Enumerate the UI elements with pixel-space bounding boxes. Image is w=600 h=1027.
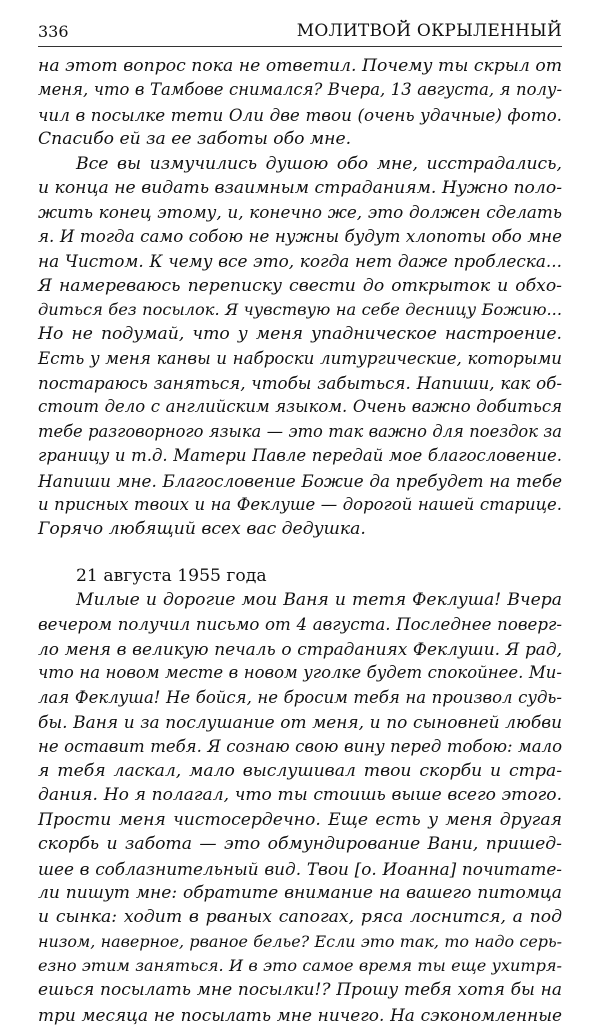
text-line: езно этим заняться. И в это самое время ты еще ухитря- <box>38 956 562 976</box>
text-line: и присных твоих и на Феклуше — дорогой нашей старице. <box>38 495 562 515</box>
text-line: Напиши мне. Благословение Божие да пребудет на тебе <box>38 470 562 491</box>
text-line: я тебя ласкал, мало выслушивал твои скорби и стра- <box>38 760 562 781</box>
text-line: Я намереваюсь переписку свести до открыток и обхо- <box>38 275 562 296</box>
page-number: 336 <box>38 22 69 41</box>
text-line: лая Феклуша! Не бойся, не бросим тебя на произвол судь- <box>38 687 562 707</box>
section-gap <box>38 542 562 564</box>
text-line: жить конец этому, и, конечно же, это должен сделать <box>38 202 562 223</box>
paragraph-1 <box>38 54 562 152</box>
text-line: вечером получил письмо от 4 августа. Последнее поверг- <box>38 614 562 634</box>
text-line: и сынка: ходит в рваных сапогах, ряса лоснится, а под <box>38 907 562 928</box>
text-line: шее в соблазнительный вид. Твои [о. Иоанна] почитате- <box>38 858 562 879</box>
text-line: скорбь и забота — это обмундирование Вани, пришед- <box>38 834 562 855</box>
header-rule <box>38 46 562 47</box>
paragraph-2 <box>38 152 562 542</box>
text-line: на этот вопрос пока не ответил. Почему ты скрыл от <box>38 56 562 76</box>
text-line: ло меня в великую печаль о страданиях Феклуши. Я рад, <box>38 638 562 659</box>
text-line: Есть у меня канвы и наброски литургические, которыми <box>38 348 562 368</box>
text-line: дания. Но я полагал, что ты стоишь выше всего этого. <box>38 785 562 806</box>
text-line: тебе разговорного языка — это так важно для поездок за <box>38 421 562 441</box>
text-line: что на новом месте в новом уголке будет спокойнее. Ми- <box>38 663 562 683</box>
text-line: Прости меня чистосердечно. Еще есть у меня другая <box>38 809 562 830</box>
text-line: три месяца не посылать мне ничего. На сэкономленные <box>38 1004 562 1025</box>
text-line: Все вы измучились душою обо мне, исстрадались, <box>76 153 562 174</box>
text-line: постараюсь заняться, чтобы забыться. Напиши, как об- <box>38 373 562 394</box>
text-line: Милые и дорогие мои Ваня и тетя Феклуша! Вчера <box>76 590 562 611</box>
text-line: Но не подумай, что у меня упадническое настроение. <box>38 324 562 345</box>
text-line: бы. Ваня и за послушание от меня, и по сыновней любви <box>38 712 562 733</box>
date-heading: 21 августа 1955 года <box>76 565 267 586</box>
running-title: МОЛИТВОЙ ОКРЫЛЕННЫЙ <box>296 21 562 41</box>
text-line: чил в посылке тети Оли две твои (очень удачные) фото. <box>38 104 562 125</box>
letter-2 <box>38 588 562 1027</box>
text-line: ешься посылать мне посылки!? Прошу тебя хотя бы на <box>38 980 562 1001</box>
text-line: не оставит тебя. Я сознаю свою вину перед тобою: мало <box>38 736 562 756</box>
page-header <box>38 20 562 46</box>
text-line: я. И тогда само собою не нужны будут хлопоты обо мне <box>38 226 562 246</box>
text-line: низом, наверное, рваное белье? Если это так, то надо серь- <box>38 931 562 951</box>
text-line: на Чистом. К чему все это, когда нет даже проблеска... <box>38 251 562 272</box>
text-line: меня, что в Тамбове снимался? Вчера, 13 августа, я полу- <box>38 80 562 100</box>
text-line: Спасибо ей за ее заботы обо мне. <box>38 129 352 150</box>
text-line: стоит дело с английским языком. Очень важно добиться <box>38 397 562 417</box>
text-line: границу и т.д. Матери Павле передай мое благословение. <box>38 446 562 466</box>
text-line: диться без посылок. Я чувствую на себе десницу Божию... <box>38 299 562 319</box>
page-body <box>38 54 562 1027</box>
text-line: и конца не видать взаимным страданиям. Нужно поло- <box>38 177 562 198</box>
text-line: Горячо любящий всех вас дедушка. <box>38 519 366 540</box>
text-line: ли пишут мне: обратите внимание на вашего питомца <box>38 882 562 903</box>
